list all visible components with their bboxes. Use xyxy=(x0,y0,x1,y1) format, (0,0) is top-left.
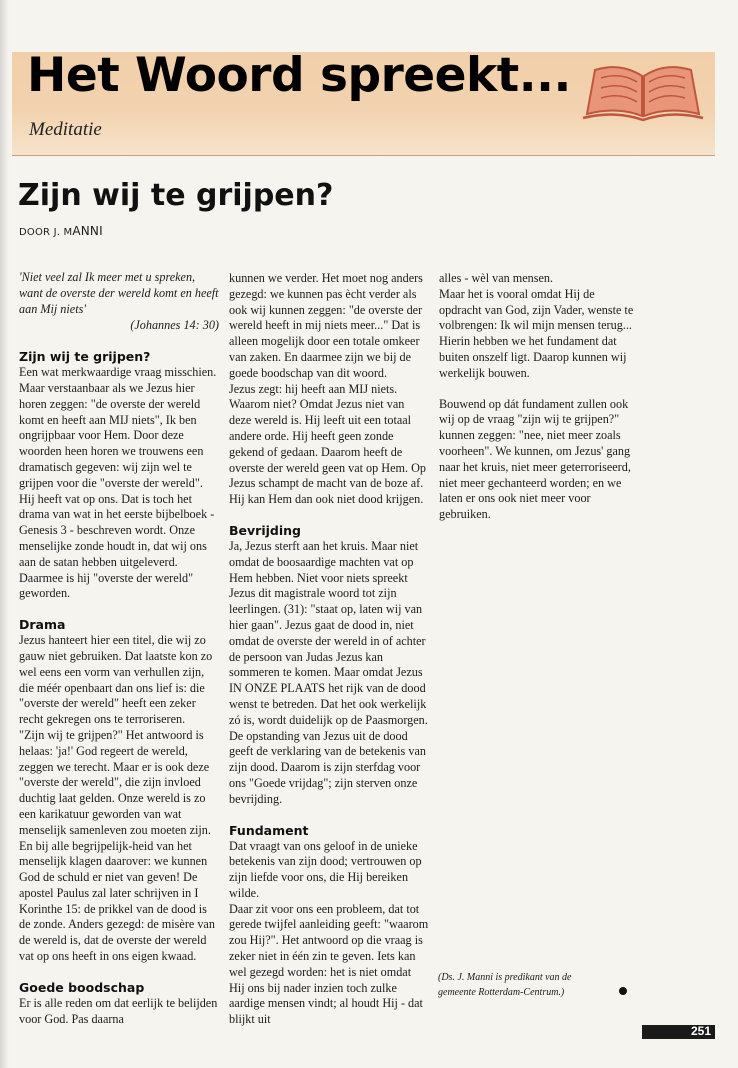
article-title: Zijn wij te grijpen? xyxy=(18,178,334,213)
text-column-2 xyxy=(229,271,429,1028)
quote-reference: (Johannes 14: 30) xyxy=(130,318,219,333)
section-heading: Bevrijding xyxy=(229,522,301,538)
section-heading: Fundament xyxy=(229,822,309,838)
author-footnote: (Ds. J. Manni is predikant van de gemeente Rotterdam-Centrum.) xyxy=(438,972,572,998)
section-heading: Zijn wij te grijpen? xyxy=(19,349,151,365)
end-mark-icon xyxy=(619,987,627,995)
byline-prefix: DOOR J. M xyxy=(19,227,73,238)
byline-name: ANNI xyxy=(72,224,103,238)
section-heading: Drama xyxy=(19,617,66,633)
open-book-icon xyxy=(581,60,705,122)
paragraph: kunnen we verder. Het moet nog anders gezegd: we kunnen pas ècht verder als ook wij kunnen zeggen: "de overste der wereld heeft in mij niets meer..." Dat is alleen mogelijk door een totale omkeer van zaken. En daarmee zijn we bij de goede boodschap van dit woord. xyxy=(229,271,423,380)
header-divider xyxy=(12,155,715,156)
paragraph: Er is alle reden om dat eerlijk te belijden voor God. Pas daarna xyxy=(19,995,218,1026)
paragraph-gap xyxy=(439,382,639,397)
paragraph: "Zijn wij te grijpen?" Het antwoord is helaas: 'ja!' God regeert de wereld, zeggen we terecht. Maar er is ook deze "overste der wereld", die zijn invloed duchtig laat gelden. Onze wereld is zo een karikatuur geworden van wat menselijk samenleven zou moeten zijn. En bij alle begrijpelijk-heid van het menselijk klagen daarover: we kunnen God de schuld er niet van geven! De apostel Paulus zal later schrijven in I Korinthe 15: de prikkel van de dood is de zonde. Anders gezegd: de misère van de wereld is, dat de overste der wereld vat op ons heeft in ons eigen kwaad. xyxy=(19,727,215,964)
page-number: 251 xyxy=(690,1024,711,1038)
bible-quote: 'Niet veel zal Ik meer met u spreken, want de overste der wereld komt en heeft aan Mij niets' xyxy=(19,270,219,316)
text-column-3 xyxy=(439,271,639,523)
paragraph: Bouwend op dát fundament zullen ook wij op de vraag "zijn wij te grijpen?" kunnen zeggen: "nee, niet meer zoals voorheen". We kunnen, om Jezus' gang naar het kruis, niet meer geterroriseerd, niet meer gechanteerd worden; en we laten er ons ook niet meer voor gebruiken. xyxy=(439,396,631,522)
section-heading: Goede boodschap xyxy=(19,979,145,995)
page-edge xyxy=(0,0,9,1068)
paragraph: Een wat merkwaardige vraag misschien. Maar verstaanbaar als we Jezus hier horen zeggen: "de overste der wereld komt en heeft aan MIJ niets", Ik ben ongrijpbaar voor Hem. Door deze woorden heen horen we trouwens een dramatisch gegeven: wij zijn wel te grijpen voor die "overste der wereld". Hij heeft vat op ons. Dat is toch het drama van wat in het eerste bijbelboek - Genesis 3 - beschreven wordt. Onze menselijke zonde houdt in, dat wij ons aan de satan hebben uitgeleverd. Daarmee is hij "overste der wereld" geworden. xyxy=(19,365,217,601)
paragraph: Daar zit voor ons een probleem, dat tot gerede twijfel aanleiding geeft: "waarom zou Hij?". Het antwoord op die vraag is zeker niet in één zin te geven. Iets kan wel gezegd worden: het is niet omdat Hij ons bij nader inzien toch zulke aardige mensen vindt; al houdt Hij - dat blijkt uit xyxy=(229,901,429,1027)
paragraph: Ja, Jezus sterft aan het kruis. Maar niet omdat de boosaardige machten vat op Hem hebben. Niet voor niets spreekt Jezus dit magistrale woord tot zijn leerlingen. (31): "staat op, laten wij van hier gaan". Jezus gaat de dood in, niet omdat de overste der wereld in of achter de persoon van Judas Jezus kan sommeren te komen. Maar omdat Jezus IN ONZE PLAATS het rijk van de dood wenst te betreden. Dat het ook werkelijk zó is, wordt duidelijk op de Paasmorgen. De opstanding van Jezus uit de dood geeft de verklaring van de betekenis van zijn dood. Daarom is zijn sterfdag voor ons "Goede vrijdag"; zijn sterven onze bevrijding. xyxy=(229,538,428,806)
paragraph: Jezus zegt: hij heeft aan MIJ niets. Waarom niet? Omdat Jezus niet van deze wereld is. Hij leeft uit een totaal andere orde. Hij heeft geen zonde gekend of gedaan. Daarom heeft de overste der wereld geen vat op Hem. Op Jezus schampt de macht van de boze af. Hij kan Hem dan ook niet dood krijgen. xyxy=(229,381,426,507)
paragraph: alles - wèl van mensen. xyxy=(439,271,554,285)
byline xyxy=(19,224,103,238)
text-column-1 xyxy=(19,270,219,1027)
section-subtitle: Meditatie xyxy=(29,119,102,140)
page-number-bar xyxy=(642,1025,715,1039)
paragraph: Dat vraagt van ons geloof in de unieke betekenis van zijn dood; vertrouwen op zijn liefde voor ons, die Hij bereiken wilde. xyxy=(229,838,422,900)
paragraph: Maar het is vooral omdat Hij de opdracht van God, zijn Vader, wenste te volbrengen: Ik wil mijn mensen terug... Hierin hebben we het fundament dat buiten onszelf ligt. Daarop kunnen wij werkelijk bouwen. xyxy=(439,286,634,380)
paragraph: Jezus hanteert hier een titel, die wij zo gauw niet gebruiken. Dat laatste kon zo wel eens een vorm van verhullen zijn, die méér openbaart dan ons lief is: die "overste der wereld" heeft een zeker recht gekregen ons te terroriseren. xyxy=(19,633,213,727)
section-title: Het Woord spreekt... xyxy=(27,48,571,103)
